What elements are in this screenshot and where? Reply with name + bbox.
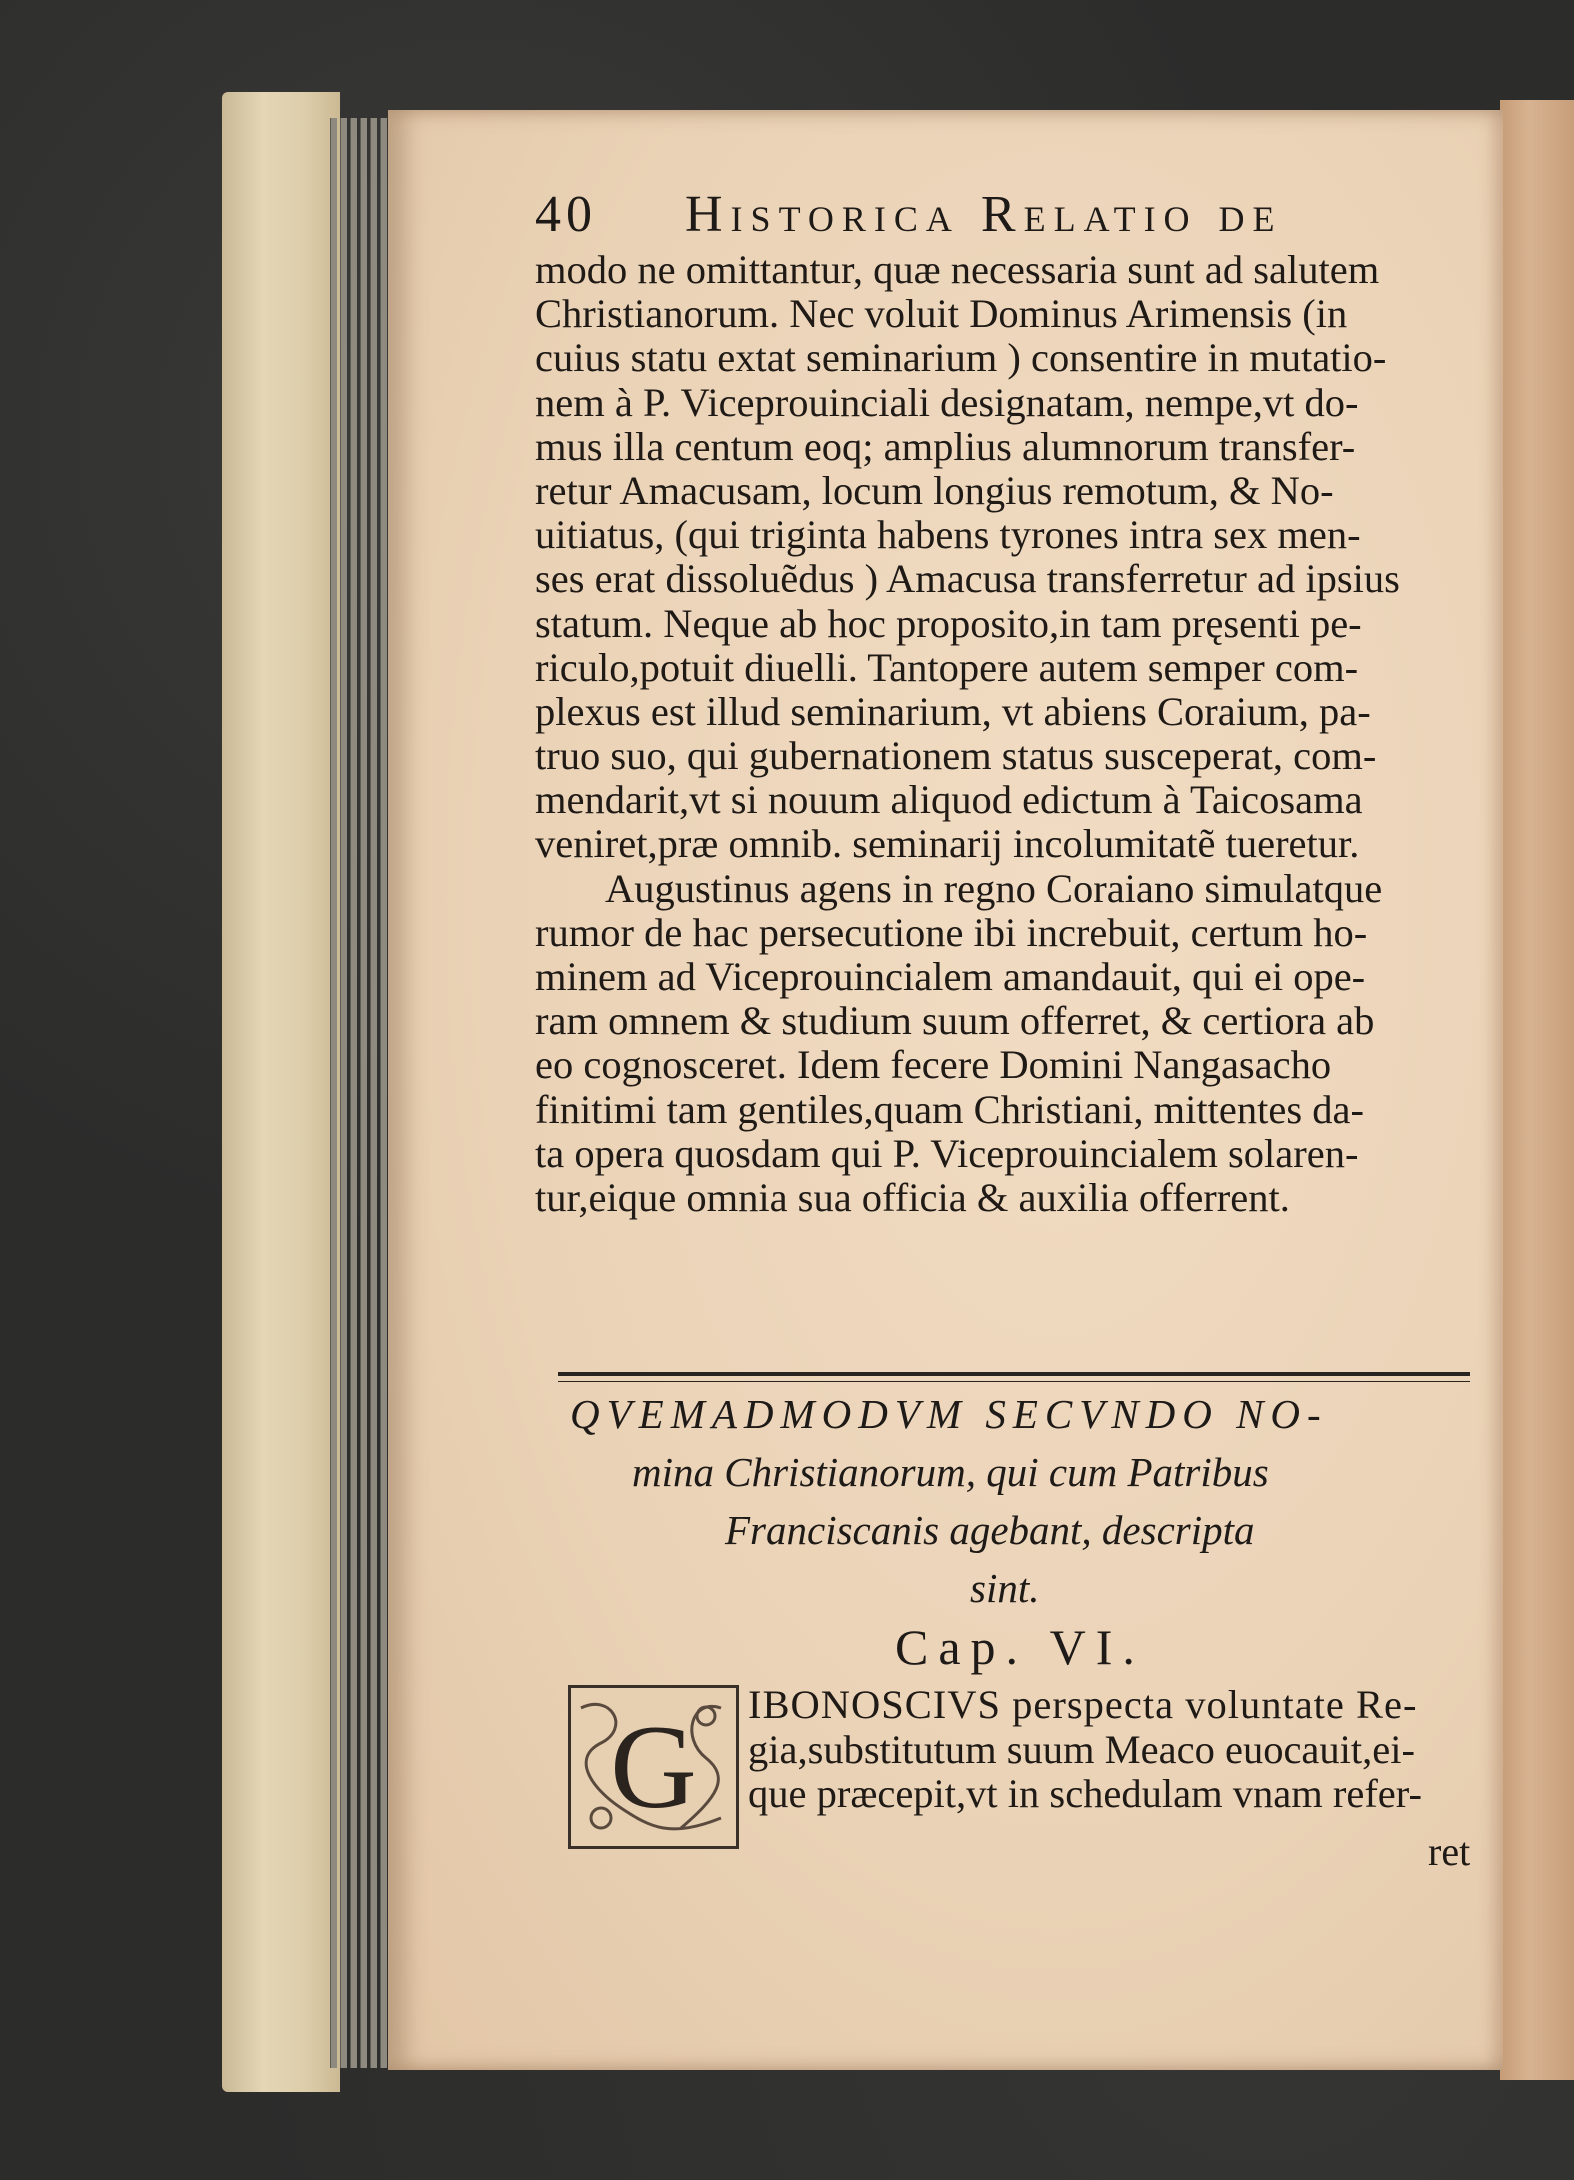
text-line: que præcepit,vt in schedulam vnam refer- bbox=[748, 1771, 1422, 1816]
section-rule bbox=[558, 1372, 1470, 1376]
text-line: cuius statu extat seminarium ) consentire in mutatio- bbox=[535, 335, 1387, 381]
page-edge bbox=[330, 118, 337, 2068]
page-header bbox=[535, 178, 1375, 252]
running-title: Historica Relatio de bbox=[685, 186, 1283, 243]
book-cover-edge bbox=[222, 92, 340, 2092]
text-line: tur,eique omnia sua officia & auxilia offerrent. bbox=[535, 1174, 1290, 1220]
text-line: statum. Neque ab hoc proposito,in tam pręsenti pe- bbox=[535, 600, 1362, 646]
decorated-initial bbox=[568, 1685, 739, 1849]
text-line: IBONOSCIVS perspecta voluntate Re- bbox=[748, 1682, 1418, 1727]
text-line: Augustinus agens in regno Coraiano simulatque bbox=[605, 865, 1383, 911]
text-line: plexus est illud seminarium, vt abiens Coraium, pa- bbox=[535, 688, 1371, 734]
text-line: modo ne omittantur, quæ necessaria sunt ad salutem bbox=[535, 247, 1380, 292]
text-line: ram omnem & studium suum offerret, & certiora ab bbox=[535, 998, 1375, 1044]
chapter-number: Cap. VI. bbox=[895, 1619, 1145, 1675]
chapter-heading-line: QVEMADMODVM SECVNDO NO- bbox=[570, 1391, 1328, 1437]
chapter-heading-line: Franciscanis agebant, descripta bbox=[725, 1507, 1255, 1553]
page-edge bbox=[370, 118, 377, 2068]
page-number: 40 bbox=[535, 186, 597, 243]
text-line: uitiatus, (qui triginta habens tyrones intra sex men- bbox=[535, 512, 1361, 558]
body-text bbox=[535, 248, 1475, 1220]
chapter-body-text bbox=[748, 1683, 1478, 1817]
page-edge bbox=[350, 118, 357, 2068]
text-line: mendarit,vt si nouum aliquod edictum à Taicosama bbox=[535, 777, 1363, 823]
catchword: ret bbox=[1428, 1829, 1471, 1874]
adjacent-page bbox=[1500, 100, 1574, 2080]
text-line: retur Amacusam, locum longius remotum, & No- bbox=[535, 467, 1334, 513]
text-line: ta opera quosdam qui P. Viceprouincialem solaren- bbox=[535, 1130, 1359, 1176]
page-edge bbox=[380, 118, 387, 2068]
text-line: nem à P. Viceprouinciali designatam, nempe,vt do- bbox=[535, 379, 1359, 425]
text-line: Christianorum. Nec voluit Dominus Arimensis (in bbox=[535, 291, 1348, 337]
text-line: veniret,præ omnib. seminarij incolumitatẽ tueretur. bbox=[535, 821, 1360, 867]
text-line: gia,substitutum suum Meaco euocauit,ei- bbox=[748, 1726, 1415, 1772]
chapter-heading-line: sint. bbox=[970, 1565, 1040, 1611]
text-line: minem ad Viceprouincialem amandauit, qui ei ope- bbox=[535, 954, 1366, 999]
initial-letter: G bbox=[610, 1700, 697, 1833]
chapter-heading-line: mina Christianorum, qui cum Patribus bbox=[632, 1449, 1269, 1495]
page-edge bbox=[360, 118, 367, 2068]
text-line: riculo,potuit diuelli. Tantopere autem semper com- bbox=[535, 644, 1359, 690]
text-line: mus illa centum eoq; amplius alumnorum transfer- bbox=[535, 423, 1356, 469]
text-line: finitimi tam gentiles,quam Christiani, mittentes da- bbox=[535, 1086, 1364, 1132]
text-line: rumor de hac persecutione ibi increbuit, certum ho- bbox=[535, 909, 1368, 955]
text-line: truo suo, qui gubernationem status susceperat, com- bbox=[535, 733, 1377, 779]
page-edge bbox=[340, 118, 347, 2068]
text-line: eo cognosceret. Idem fecere Domini Nangasacho bbox=[535, 1042, 1332, 1088]
text-line: ses erat dissoluẽdus ) Amacusa transferretur ad ipsius bbox=[535, 556, 1400, 602]
